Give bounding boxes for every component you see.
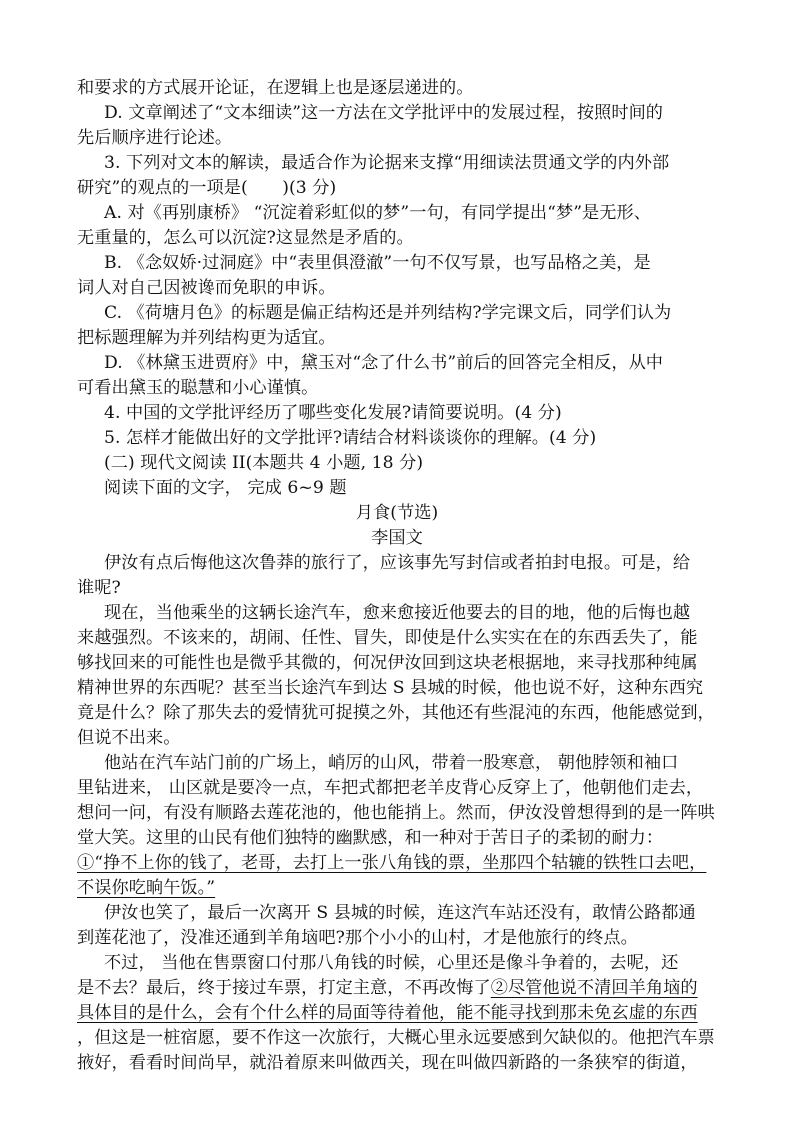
paragraph-line: 伊汝有点后悔他这次鲁莽的旅行了，应该事先写封信或者拍封电报。可是，给 (104, 553, 691, 573)
option-d-line: D. 文章阐述了“文本细读”这一方法在文学批评中的发展过程，按照时间的 (104, 103, 664, 123)
option-d-line: D. 《林黛玉进贾府》中，黛玉对“念了什么书”前后的回答完全相反，从中 (104, 353, 664, 373)
paragraph-line: 精神世界的东西呢？甚至当长途汽车到达 S 县城的时候，他也说不好，这种东西究 (77, 678, 704, 698)
question-4-line: 4. 中国的文学批评经历了哪些变化发展?请简要说明。(4 分) (104, 403, 562, 423)
paragraph-line: 堂大笑。这里的山民有他们独特的幽默感，和一种对于苦日子的柔韧的耐力： (77, 828, 664, 848)
option-c-line: C. 《荷塘月色》的标题是偏正结构还是并列结构?学完课文后，同学们认为 (104, 303, 672, 323)
paragraph-line: ，但这是一桩宿愿，要不作这一次旅行，大概心里永远要感到欠缺似的。他把汽车票 (77, 1028, 715, 1048)
paragraph-line: 掖好，看看时间尚早，就沿着原来叫做西关，现在叫做四新路的一条狭窄的街道， (77, 1053, 698, 1073)
reading-instruction: 阅读下面的文字， 完成 6~9 题 (104, 478, 347, 498)
paragraph-line: 伊汝也笑了，最后一次离开 S 县城的时候，连这汽车站还没有，敢情公路都通 (104, 903, 696, 923)
paragraph-line (77, 976, 698, 1001)
paragraph-line: 够找回来的可能性也是微乎其微的，何况伊汝回到这块老根据地，来寻找那种纯属 (77, 653, 698, 673)
paragraph-line: 来越强烈。不该来的，胡闹、任性、冒失，即使是什么实实在在的东西丢失了，能 (77, 628, 698, 648)
text-line: 先后顺序进行论述。 (77, 128, 233, 148)
text-line: 可看出黛玉的聪慧和小心谨慎。 (77, 378, 319, 398)
paragraph-line: 他站在汽车站门前的广场上，峭厉的山风，带着一股寒意， 朝他脖领和袖口 (104, 753, 679, 773)
paragraph-line: 不过， 当他在售票窗口付那八角钱的时候，心里还是像斗争着的，去呢，还 (104, 953, 679, 973)
underlined-sentence-1: ①“挣不上你的钱了，老哥，去打上一张八角钱的票，坐那四个轱辘的铁牲口去吧， (77, 853, 707, 873)
question-5-line: 5. 怎样才能做出好的文学批评?请结合材料谈谈你的理解。(4 分) (104, 428, 597, 448)
paragraph-line: 竟是什么？除了那失去的爱情犹可捉摸之外，其他还有些混沌的东西，他能感觉到， (77, 703, 715, 723)
paragraph-line: 谁呢? (77, 578, 121, 598)
text-line: 词人对自己因被谗而免职的申诉。 (77, 278, 336, 298)
text-line: 把标题理解为并列结构更为适宜。 (77, 328, 336, 348)
option-a-line: A. 对《再别康桥》 “沉淀着彩虹似的梦”一句，有同学提出“梦”是无形、 (104, 203, 652, 223)
question-3-line: 3. 下列对文本的解读，最适合作为论据来支撑“用细读法贯通文学的内外部 (104, 153, 670, 173)
paragraph-line: 到莲花池了，没准还通到羊角垴吧?那个小小的山村，才是他旅行的终点。 (77, 928, 638, 948)
paragraph-line: 里钻进来， 山区就是要冷一点，车把式都把老羊皮背心反穿上了，他朝他们走去， (77, 778, 704, 798)
paragraph-line: 现在，当他乘坐的这辆长途汽车，愈来愈接近他要去的目的地，他的后悔也越 (104, 603, 691, 623)
underlined-sentence-1: 不误你吃晌午饭。” (77, 878, 216, 898)
paragraph-line: 但说不出来。 (77, 728, 181, 748)
underlined-sentence-2: 具体目的是什么，会有个什么样的局面等待着他，能不能寻找到那未免玄虚的东西 (77, 1003, 698, 1023)
paragraph-line: 想问一问，有没有顺路去莲花池的，他也能捎上。然而，伊汝没曾想得到的是一阵哄 (77, 803, 715, 823)
option-b-line: B. 《念奴娇·过洞庭》中“表里俱澄澈”一句不仅写景，也写品格之美，是 (104, 253, 651, 273)
article-title: 月食(节选) (355, 503, 439, 523)
plain-text: 是不去？最后，终于接过车票，打定主意，不再改悔了 (77, 978, 491, 998)
underlined-sentence-2: ②尽管他说不清回羊角垴的 (490, 978, 698, 998)
text-line: 无重量的，怎么可以沉淀?这显然是矛盾的。 (77, 228, 414, 248)
article-author: 李国文 (371, 528, 423, 548)
text-line: 和要求的方式展开论证，在逻辑上也是逐层递进的。 (77, 78, 474, 98)
section-heading: (二) 现代文阅读 II(本题共 4 小题, 18 分) (104, 453, 424, 473)
text-line: 研究”的观点的一项是( )(3 分) (77, 178, 337, 198)
